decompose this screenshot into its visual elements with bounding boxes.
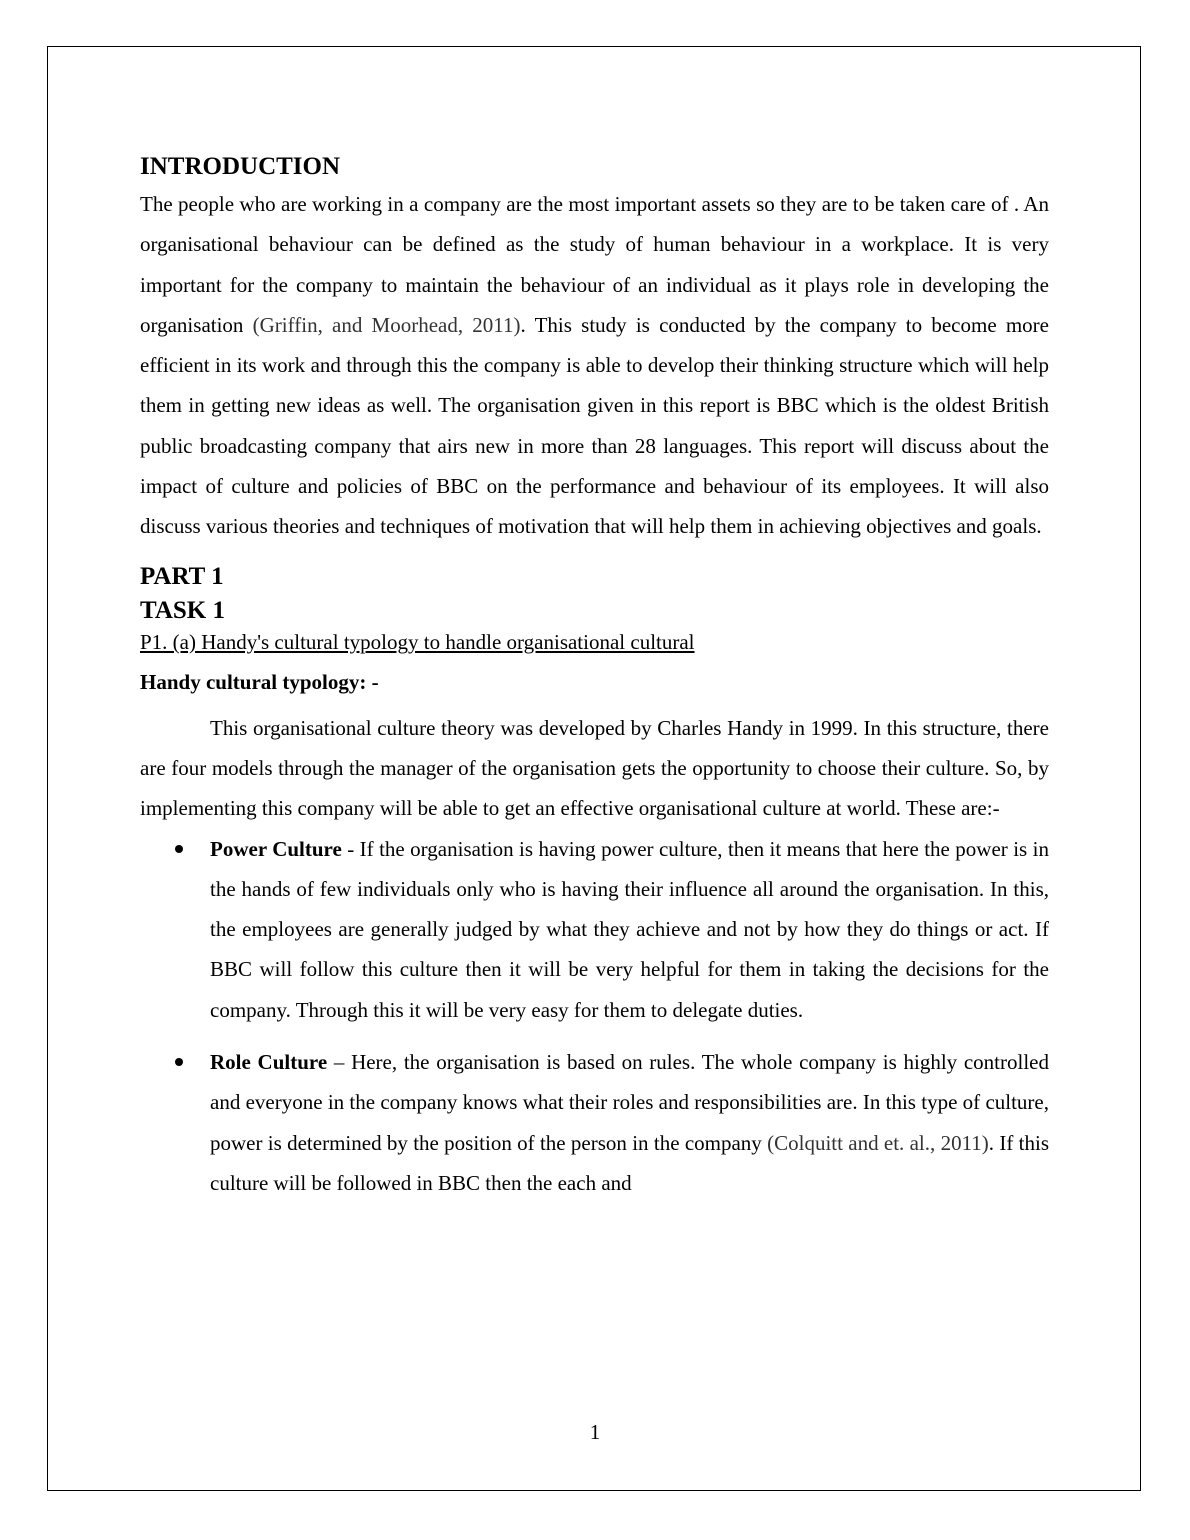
introduction-heading: INTRODUCTION (140, 153, 341, 180)
page-number: 1 (589, 1420, 601, 1444)
culture-list (140, 829, 1049, 1204)
power-culture-paragraph (210, 829, 1049, 1030)
intro-citation: (Griffin, and Moorhead, 2011) (252, 312, 521, 337)
intro-text-part-1: The people who are working in a company are the most important assets so they are to be taken care of . An organisational behaviour can be defined as the study of human behaviour in a workplace. It is very important for the company to maintain the behaviour of an individual as it plays role in developing the organisation (140, 192, 1049, 337)
bullet-icon (175, 845, 183, 853)
intro-text-part-2: . This study is conducted by the company to become more efficient in its work and through this the company is able to develop their thinking structure which will help them in getting new ideas as well. The organisation given in this report is BBC which is the oldest British public broadcasting company that airs new in more than 28 languages. This report will discuss about the impact of culture and policies of BBC on the performance and behaviour of its employees. It will also discuss various theories and techniques of motivation that will help them in achieving objectives and goals. (140, 312, 1049, 539)
bullet-icon (175, 1058, 183, 1066)
role-culture-paragraph (210, 1042, 1049, 1203)
role-culture-citation: (Colquitt and et. al., 2011) (767, 1130, 989, 1155)
power-culture-text: - If the organisation is having power culture, then it means that here the power is in the hands of few individuals only who is having their influence all around the organisation. In this, the employees are generally judged by what they achieve and not by how they do things or act. If BBC will follow this culture then it will be very helpful for them in taking the decisions for the company. Through this it will be very easy for them to delegate duties. (210, 836, 1049, 1022)
part-heading: PART 1 (140, 562, 224, 590)
introduction-paragraph (140, 184, 1049, 547)
role-culture-term: Role Culture (210, 1050, 328, 1075)
task-heading: TASK 1 (140, 596, 225, 624)
section-subheading: P1. (a) Handy's cultural typology to handle organisational cultural (140, 629, 695, 654)
list-item (140, 829, 1049, 1030)
role-culture-text: – Here, the organisation is based on rules. The whole company is highly controlled and everyone in the company knows what their roles and responsibilities are. In this type of culture, power is determined by the position of the person in the company (210, 1050, 1049, 1155)
typology-heading: Handy cultural typology: - (140, 669, 379, 694)
typology-paragraph: This organisational culture theory was developed by Charles Handy in 1999. In this structure, there are four models through the manager of the organisation gets the opportunity to choose their culture. So, by implementing this company will be able to get an effective organisational culture at world. These are:- (140, 715, 1049, 821)
role-culture-text-after: . If this culture will be followed in BBC then the each and (210, 1130, 1049, 1195)
document-body (140, 150, 1049, 1215)
power-culture-term: Power Culture (210, 836, 342, 861)
list-item (140, 1042, 1049, 1203)
